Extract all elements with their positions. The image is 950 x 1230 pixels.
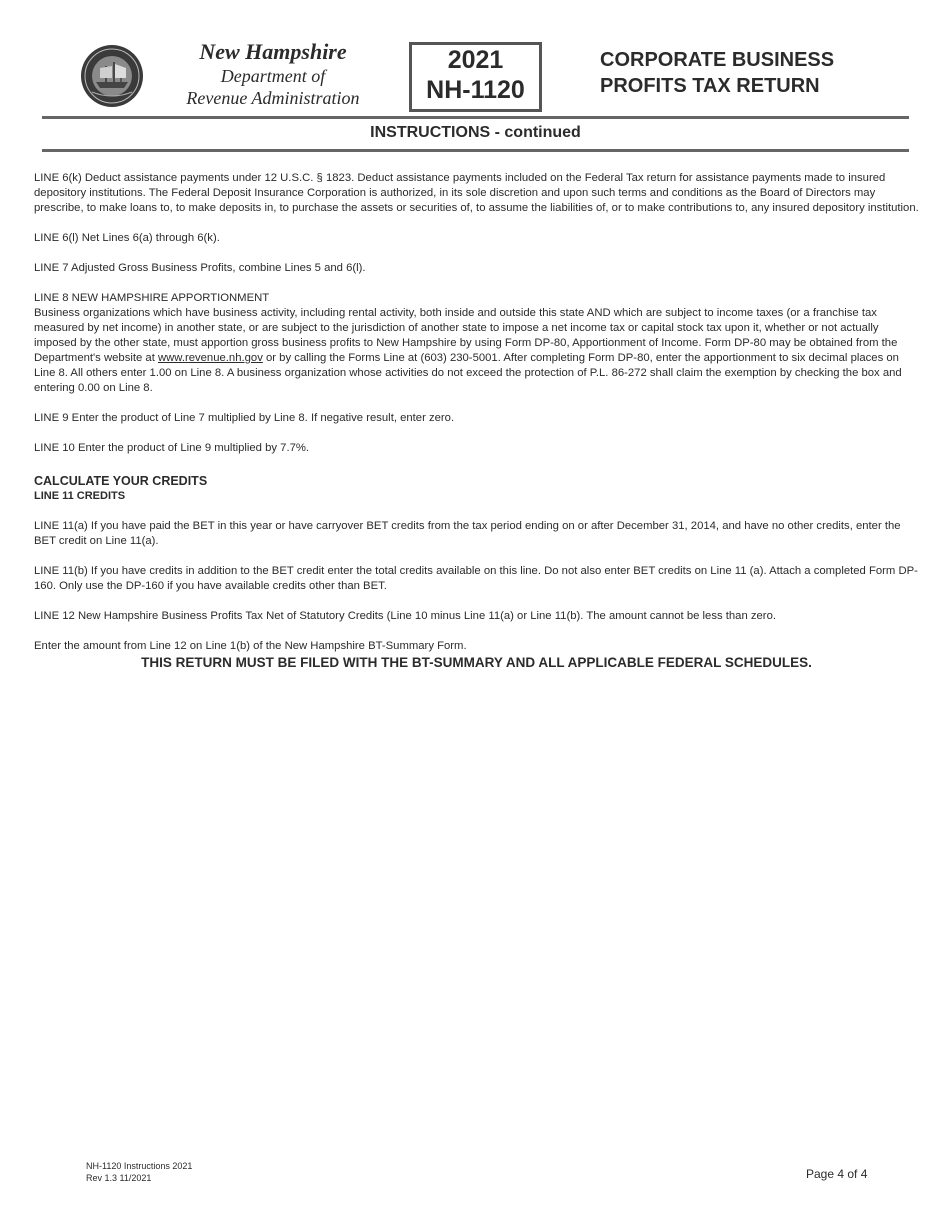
line-8-text-a: Business organizations which have business activity, including rental activity, both inside and outside this state AND which are subject to income taxes (or a franchise tax measured by net income) in another state, or are subject to the jurisdiction of another state to impose a net income tax or capital stock tax upon it, whether or not actually imposed by the other state, must apportion gross business profits to New Hampshire by using Form DP-80, Apportionment of Income. Form DP-80 may be obtained from the Department's website at	[34, 307, 898, 364]
agency-division: Revenue Administration	[186, 88, 360, 108]
footer-doc-name: NH-1120 Instructions 2021	[86, 1161, 193, 1171]
page-number: Page 4 of 4	[806, 1167, 868, 1181]
revenue-website-link[interactable]: www.revenue.nh.gov	[157, 352, 263, 364]
instructions-body	[34, 171, 919, 687]
line-8-heading: LINE 8 NEW HAMPSHIRE APPORTIONMENT	[34, 292, 270, 304]
line-9-instruction: LINE 9 Enter the product of Line 7 multiplied by Line 8. If negative result, enter zero.	[34, 412, 455, 424]
line-6k-instruction: LINE 6(k) Deduct assistance payments under 12 U.S.C. § 1823. Deduct assistance payments included on the Federal Tax return for assistance payments made to insured depository institutions. The Federal Deposit Insurance Corporation is authorized, in its sole discretion and upon such terms and conditions as the Board of Directors may prescribe, to make loans to, to make deposits in, to purchase the assets or securities of, to assume the liabilities of, or to make contributions to, any insured depository institution.	[34, 172, 919, 214]
header-rule-bottom	[42, 149, 909, 152]
line-11a-instruction: LINE 11(a) If you have paid the BET in this year or have carryover BET credits from the tax period ending on or after December 31, 2014, and have no other credits, enter the BET credit on Line 11(a).	[34, 520, 901, 547]
line-11-heading: LINE 11 CREDITS	[34, 490, 126, 502]
line-10-instruction: LINE 10 Enter the product of Line 9 multiplied by 7.7%.	[34, 442, 310, 454]
footer-document-info	[86, 1160, 192, 1184]
form-title-line2: PROFITS TAX RETURN	[600, 75, 820, 97]
section-title: INSTRUCTIONS - continued	[370, 124, 581, 141]
state-seal-icon	[80, 44, 144, 108]
line-8-text-b: or by calling the Forms Line at (603) 230-5001. After completing Form DP-80, enter the apportionment to six decimal places on Line 8. All others enter 1.00 on Line 8. A business organization whose activities do not exceed the protection of P.L. 86-272 shall claim the exemption by checking the box and entering 0.00 on Line 8.	[34, 352, 902, 394]
form-id-box	[409, 42, 542, 112]
agency-department: Department of	[220, 66, 326, 86]
line-12-instruction: LINE 12 New Hampshire Business Profits Tax Net of Statutory Credits (Line 10 minus Line 11(a) or Line 11(b). The amount cannot be less than zero.	[34, 610, 776, 622]
line-7-instruction: LINE 7 Adjusted Gross Business Profits, combine Lines 5 and 6(l).	[34, 262, 366, 274]
form-title-line1: CORPORATE BUSINESS	[600, 49, 835, 71]
agency-state: New Hampshire	[199, 39, 347, 64]
agency-name	[163, 38, 383, 109]
line-11b-instruction: LINE 11(b) If you have credits in addition to the BET credit enter the total credits available on this line. Do not also enter BET credits on Line 11 (a). Attach a completed Form DP-160. Only use the DP-160 if you have available credits other than BET.	[34, 565, 918, 592]
line-8-instruction	[34, 306, 919, 396]
form-year: 2021	[447, 46, 504, 74]
filing-requirement: THIS RETURN MUST BE FILED WITH THE BT-SUMMARY AND ALL APPLICABLE FEDERAL SCHEDULES.	[141, 655, 812, 670]
enter-amount-note: Enter the amount from Line 12 on Line 1(b) of the New Hampshire BT-Summary Form.	[34, 640, 467, 652]
credits-heading: CALCULATE YOUR CREDITS	[34, 474, 208, 488]
form-number: NH-1120	[426, 76, 525, 104]
line-6l-instruction: LINE 6(l) Net Lines 6(a) through 6(k).	[34, 232, 220, 244]
header-rule-top	[42, 116, 909, 119]
footer-revision: Rev 1.3 11/2021	[86, 1173, 152, 1183]
form-title	[600, 47, 900, 99]
